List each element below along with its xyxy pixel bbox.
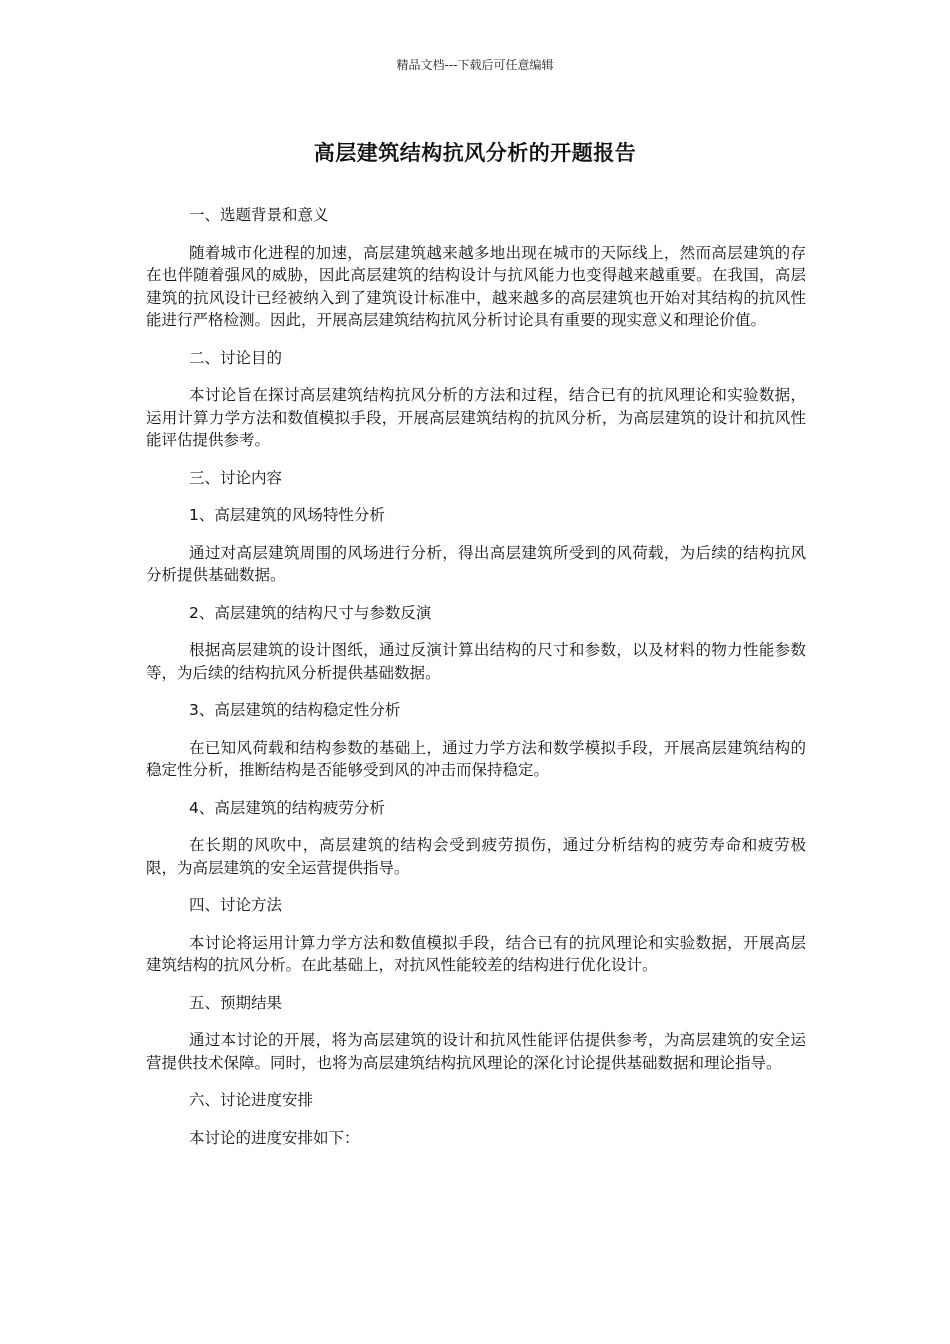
paragraph-parameters: 根据高层建筑的设计图纸，通过反演计算出结构的尺寸和参数，以及材料的物力性能参数等，为后续的结构抗风分析提供基础数据。 <box>146 641 806 682</box>
subsection-heading-wind-field: 1、高层建筑的风场特性分析 <box>189 506 385 524</box>
subsection-heading-stability: 3、高层建筑的结构稳定性分析 <box>189 701 401 719</box>
section-heading-schedule: 六、讨论进度安排 <box>189 1091 314 1109</box>
section-heading-content: 三、讨论内容 <box>189 468 283 487</box>
paragraph-methods: 本讨论将运用计算力学方法和数值模拟手段，结合已有的抗风理论和实验数据，开展高层建筑结构的抗风分析。在此基础上，对抗风性能较差的结构进行优化设计。 <box>146 933 806 974</box>
header-note: 精品文档---下载后可任意编辑 <box>396 58 554 72</box>
subsection-heading-parameters: 2、高层建筑的结构尺寸与参数反演 <box>189 603 432 622</box>
paragraph-stability: 在已知风荷载和结构参数的基础上，通过力学方法和数学模拟手段，开展高层建筑结构的稳定性分析，推断结构是否能够受到风的冲击而保持稳定。 <box>146 738 806 779</box>
paragraph-purpose: 本讨论旨在探讨高层建筑结构抗风分析的方法和过程，结合已有的抗风理论和实验数据，运用计算力学方法和数值模拟手段，开展高层建筑结构的抗风分析，为高层建筑的设计和抗风性能评估提供参考。 <box>146 386 806 449</box>
paragraph-background: 随着城市化进程的加速，高层建筑越来越多地出现在城市的天际线上，然而高层建筑的存在也伴随着强风的威胁，因此高层建筑的结构设计与抗风能力也变得越来越重要。在我国，高层建筑的抗风设计已经被纳入到了建筑设计标准中，越来越多的高层建筑也开始对其结构的抗风性能进行严格检测。因此，开展高层建筑结构抗风分析讨论具有重要的现实意义和理论价值。 <box>146 243 806 329</box>
section-heading-background: 一、选题背景和意义 <box>189 206 329 224</box>
document-title: 高层建筑结构抗风分析的开题报告 <box>313 141 637 165</box>
section-heading-purpose: 二、讨论目的 <box>189 348 283 367</box>
paragraph-schedule: 本讨论的进度安排如下： <box>189 1128 360 1147</box>
document-body <box>146 204 806 1164</box>
paragraph-expected-results: 通过本讨论的开展，将为高层建筑的设计和抗风性能评估提供参考，为高层建筑的安全运营提供技术保障。同时，也将为高层建筑结构抗风理论的深化讨论提供基础数据和理论指导。 <box>146 1031 806 1072</box>
paragraph-wind-field: 通过对高层建筑周围的风场进行分析，得出高层建筑所受到的风荷载，为后续的结构抗风分析提供基础数据。 <box>146 543 806 584</box>
section-heading-methods: 四、讨论方法 <box>189 896 283 914</box>
paragraph-fatigue: 在长期的风吹中，高层建筑的结构会受到疲劳损伤，通过分析结构的疲劳寿命和疲劳极限，为高层建筑的安全运营提供指导。 <box>146 836 806 877</box>
subsection-heading-fatigue: 4、高层建筑的结构疲劳分析 <box>189 798 385 817</box>
section-heading-expected-results: 五、预期结果 <box>189 993 283 1012</box>
